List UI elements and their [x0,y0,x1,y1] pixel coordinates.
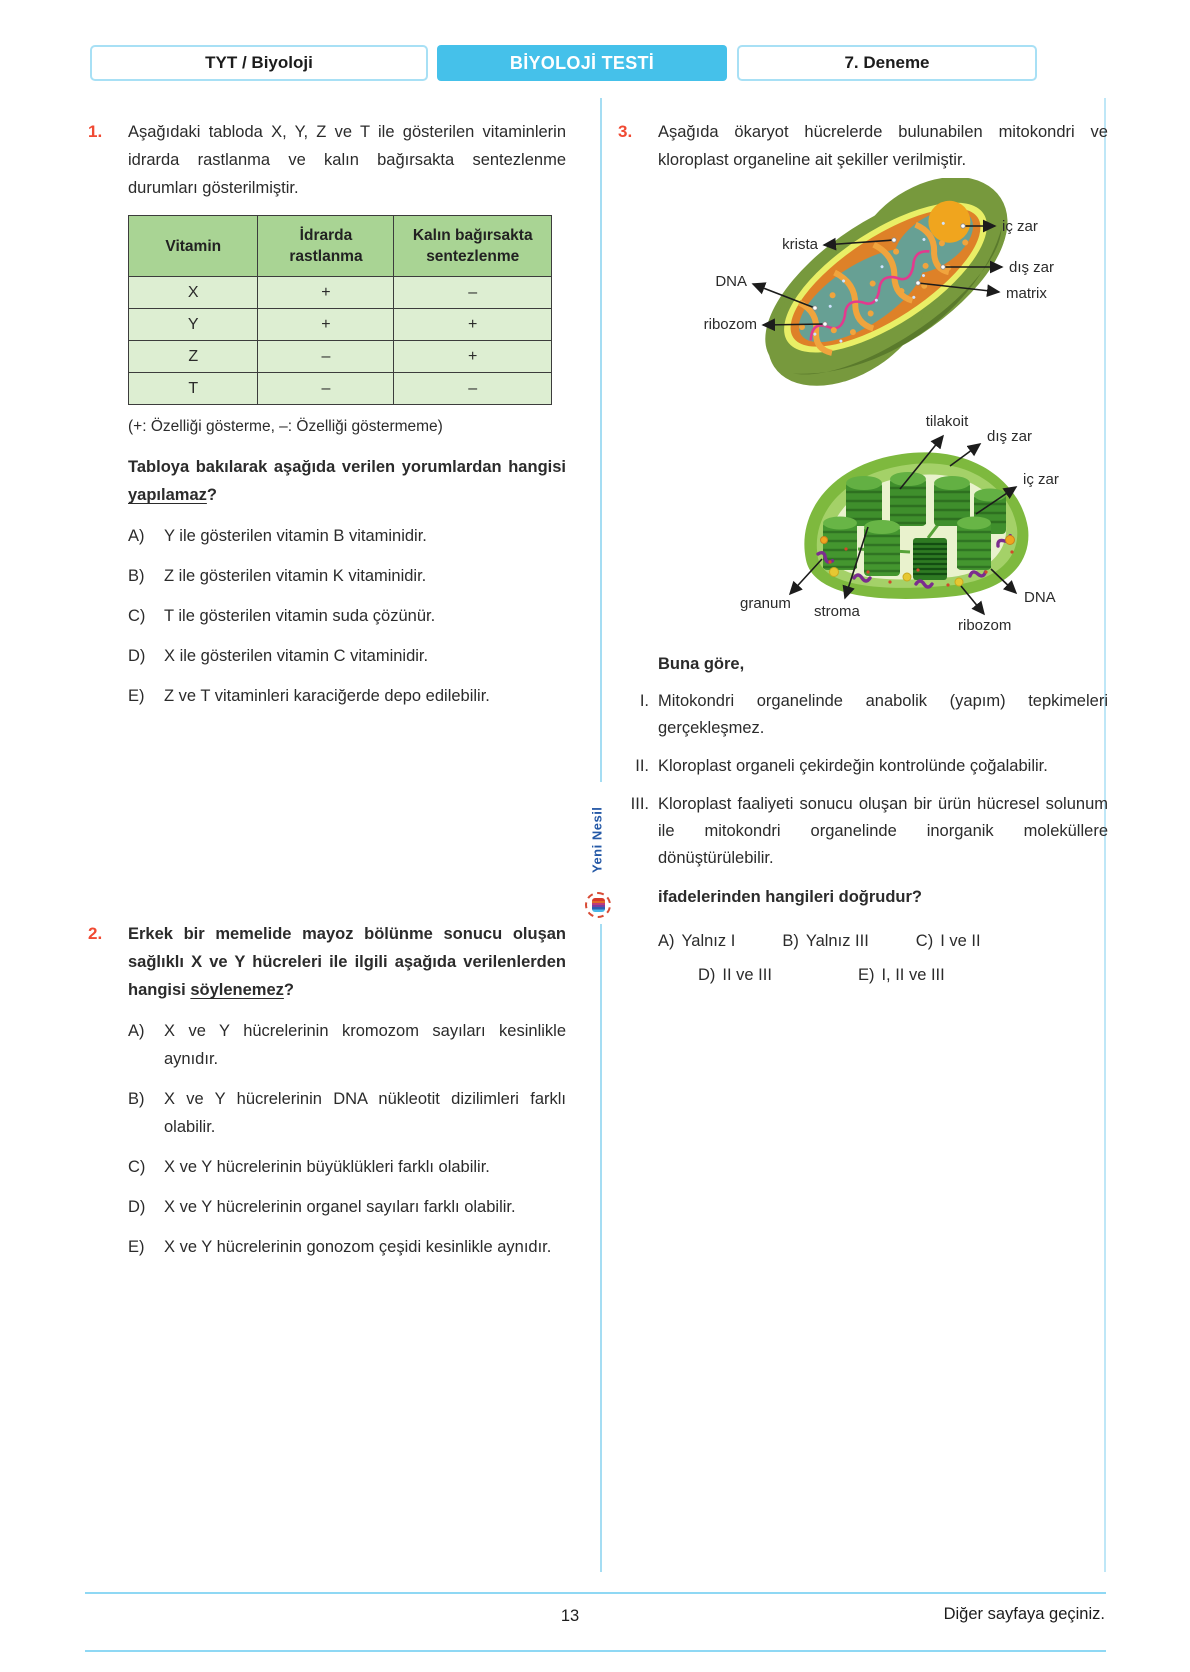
answer-letter: A) [658,932,675,950]
option-e [128,682,566,710]
option-a [128,522,566,550]
answer-text: Yalnız I [681,932,736,950]
option-letter: E) [128,1238,145,1256]
table-legend: (+: Özelliği gösterme, –: Özelliği göstermeme) [128,418,443,435]
option-text: Z ve T vitaminleri karaciğerde depo edilebilir. [164,687,490,705]
option-letter: B) [128,1090,145,1108]
page-number: 13 [560,1607,580,1625]
chloroplast-body [804,452,1028,599]
vitamin-table [128,215,552,405]
footer-rule-bottom [85,1650,1106,1652]
cell-urine: – [258,341,394,373]
answer-letter: C) [915,932,934,950]
answer-letter: B) [782,932,799,950]
cell-intestine: + [394,309,552,341]
chloro-label-stroma: stroma [814,603,860,620]
mitochondrion-figure [618,178,1108,390]
answer-text: I, II ve III [881,966,945,984]
option-d [128,1193,566,1221]
question-1-stem [128,453,566,509]
test-title-label: BİYOLOJİ TESTİ [509,52,655,73]
answer-e [858,961,945,989]
publisher-name: Yeni Nesil [589,806,605,874]
vitamin-table-col-intestine: Kalın bağırsakta sentezlenme [394,216,552,277]
option-b [128,1085,566,1141]
stem-underlined-word: yapılamaz [128,486,207,504]
vitamin-table-col-vitamin: Vitamin [129,216,258,277]
vitamin-table-header-row [129,216,552,277]
item-2 [624,753,1108,780]
answer-text: Yalnız III [805,932,869,950]
cell-urine: + [258,277,394,309]
chloro-label-dis-zar: dış zar [987,428,1033,445]
question-1-options [128,522,566,710]
answer-a [658,927,735,955]
option-text: X ve Y hücrelerinin organel sayıları farklı olabilir. [164,1198,516,1216]
question-1-number: 1. [88,122,103,141]
cell-vitamin: Z [129,341,258,373]
table-row [129,341,552,373]
question-3-intro: Aşağıda ökaryot hücrelerde bulunabilen mitokondri ve kloroplast organeline ait şekiller verilmiştir. [658,123,1108,169]
vitamin-table-col-urine: İdrarda rastlanma [258,216,394,277]
option-text: X ve Y hücrelerinin gonozom çeşidi kesinlikle aynıdır. [164,1238,552,1256]
answer-text: II ve III [722,966,772,984]
cell-urine: + [258,309,394,341]
table-row [129,309,552,341]
mito-label-dis-zar: dış zar [1009,259,1055,276]
header-test-title-box [437,45,727,81]
table-row [129,373,552,405]
stem-underlined-word: söylenemez [190,981,284,999]
option-letter: B) [128,567,145,585]
option-letter: E) [128,687,145,705]
table-row [129,277,552,309]
question-3-buna-gore: Buna göre, [658,655,745,673]
cell-intestine: + [394,341,552,373]
item-text: Kloroplast organeli çekirdeğin kontrolünde çoğalabilir. [658,757,1048,775]
option-letter: C) [128,1158,146,1176]
question-1-intro: Aşağıdaki tabloda X, Y, Z ve T ile gösterilen vitaminlerin idrarda rastlanma ve kalın bağırsakta sentezlenme durumları gösterilmiştir. [128,123,566,197]
question-3-answers-row2 [698,961,1108,989]
cell-vitamin: T [129,373,258,405]
cell-vitamin: Y [129,309,258,341]
question-3-stem: ifadelerinden hangileri doğrudur? [658,888,923,906]
question-3 [618,118,1108,989]
option-letter: D) [128,647,146,665]
cell-intestine: – [394,277,552,309]
question-3-answers-row1 [658,927,1108,955]
item-text: Kloroplast faaliyeti sonucu oluşan bir ürün hücresel solunum ile mitokondri organelinde inorganik moleküllere dönüştürülebilir. [658,795,1108,867]
item-numeral: I. [639,692,649,710]
item-1 [624,688,1108,742]
item-numeral: II. [635,757,649,775]
option-letter: A) [128,1022,145,1040]
option-d [128,642,566,670]
column-divider-bottom [600,924,602,1572]
header-course-box [90,45,428,81]
chloro-label-ribozom: ribozom [958,617,1012,634]
option-text: X ve Y hücrelerinin DNA nükleotit dizilimleri farklı olabilir. [164,1090,566,1136]
question-1 [88,118,566,722]
mitochondrion-body [733,178,1041,390]
cell-urine: – [258,373,394,405]
option-letter: D) [128,1198,146,1216]
option-letter: A) [128,527,145,545]
chloro-label-granum: granum [740,595,791,612]
question-3-number: 3. [618,122,633,141]
answer-letter: D) [698,966,716,984]
item-numeral: III. [630,795,649,813]
chloroplast-figure [618,394,1108,636]
mito-label-ic-zar: iç zar [1002,218,1038,235]
cell-vitamin: X [129,277,258,309]
question-3-items [624,688,1108,872]
mito-label-krista: krista [782,236,818,253]
question-2 [88,920,566,1273]
option-text: X ve Y hücrelerinin kromozom sayıları kesinlikle aynıdır. [164,1022,566,1068]
header-exam-box [737,45,1037,81]
answer-letter: E) [857,966,875,984]
answer-d [698,961,772,989]
course-label: TYT / Biyoloji [205,53,313,72]
option-c [128,1153,566,1181]
publisher-logo-stripes [592,898,605,912]
answer-b [782,927,868,955]
footer-rule-top [85,1592,1106,1594]
option-c [128,602,566,630]
stem-text: Tabloya bakılarak aşağıda verilen yorumlardan hangisi [128,458,566,476]
option-letter: C) [128,607,146,625]
chloro-label-dna: DNA [1024,589,1056,606]
item-3 [624,791,1108,872]
mito-label-matrix: matrix [1006,285,1047,302]
question-2-stem [128,920,566,1004]
answer-text: I ve II [940,932,981,950]
publisher-logo [579,792,623,920]
cell-intestine: – [394,373,552,405]
option-a [128,1017,566,1073]
chloro-label-tilakoit: tilakoit [925,413,969,430]
stem-question-mark: ? [206,486,217,504]
column-divider-top [600,98,602,782]
option-text: Z ile gösterilen vitamin K vitaminidir. [164,567,427,585]
question-2-options [128,1017,566,1261]
option-text: X ve Y hücrelerinin büyüklükleri farklı olabilir. [164,1158,490,1176]
mito-label-dna: DNA [715,273,747,290]
chloro-label-ic-zar: iç zar [1023,471,1059,488]
option-b [128,562,566,590]
option-text: Y ile gösterilen vitamin B vitaminidir. [164,527,427,545]
option-text: X ile gösterilen vitamin C vitaminidir. [164,647,429,665]
item-text: Mitokondri organelinde anabolik (yapım) tepkimeleri gerçekleşmez. [658,692,1108,737]
answer-c [916,927,981,955]
option-text: T ile gösterilen vitamin suda çözünür. [164,607,436,625]
option-e [128,1233,566,1261]
stem-text: Erkek bir memelide mayoz bölünme sonucu oluşan sağlıklı X ve Y hücreleri ile ilgili aşağıda verilenlerden hangisi [128,925,566,999]
footer-note: Diğer sayfaya geçiniz. [943,1605,1105,1623]
exam-label: 7. Deneme [844,53,930,72]
stem-question-mark: ? [283,981,294,999]
question-2-number: 2. [88,924,103,943]
mito-label-ribozom: ribozom [703,316,757,333]
publisher-logo-icon [585,892,611,918]
